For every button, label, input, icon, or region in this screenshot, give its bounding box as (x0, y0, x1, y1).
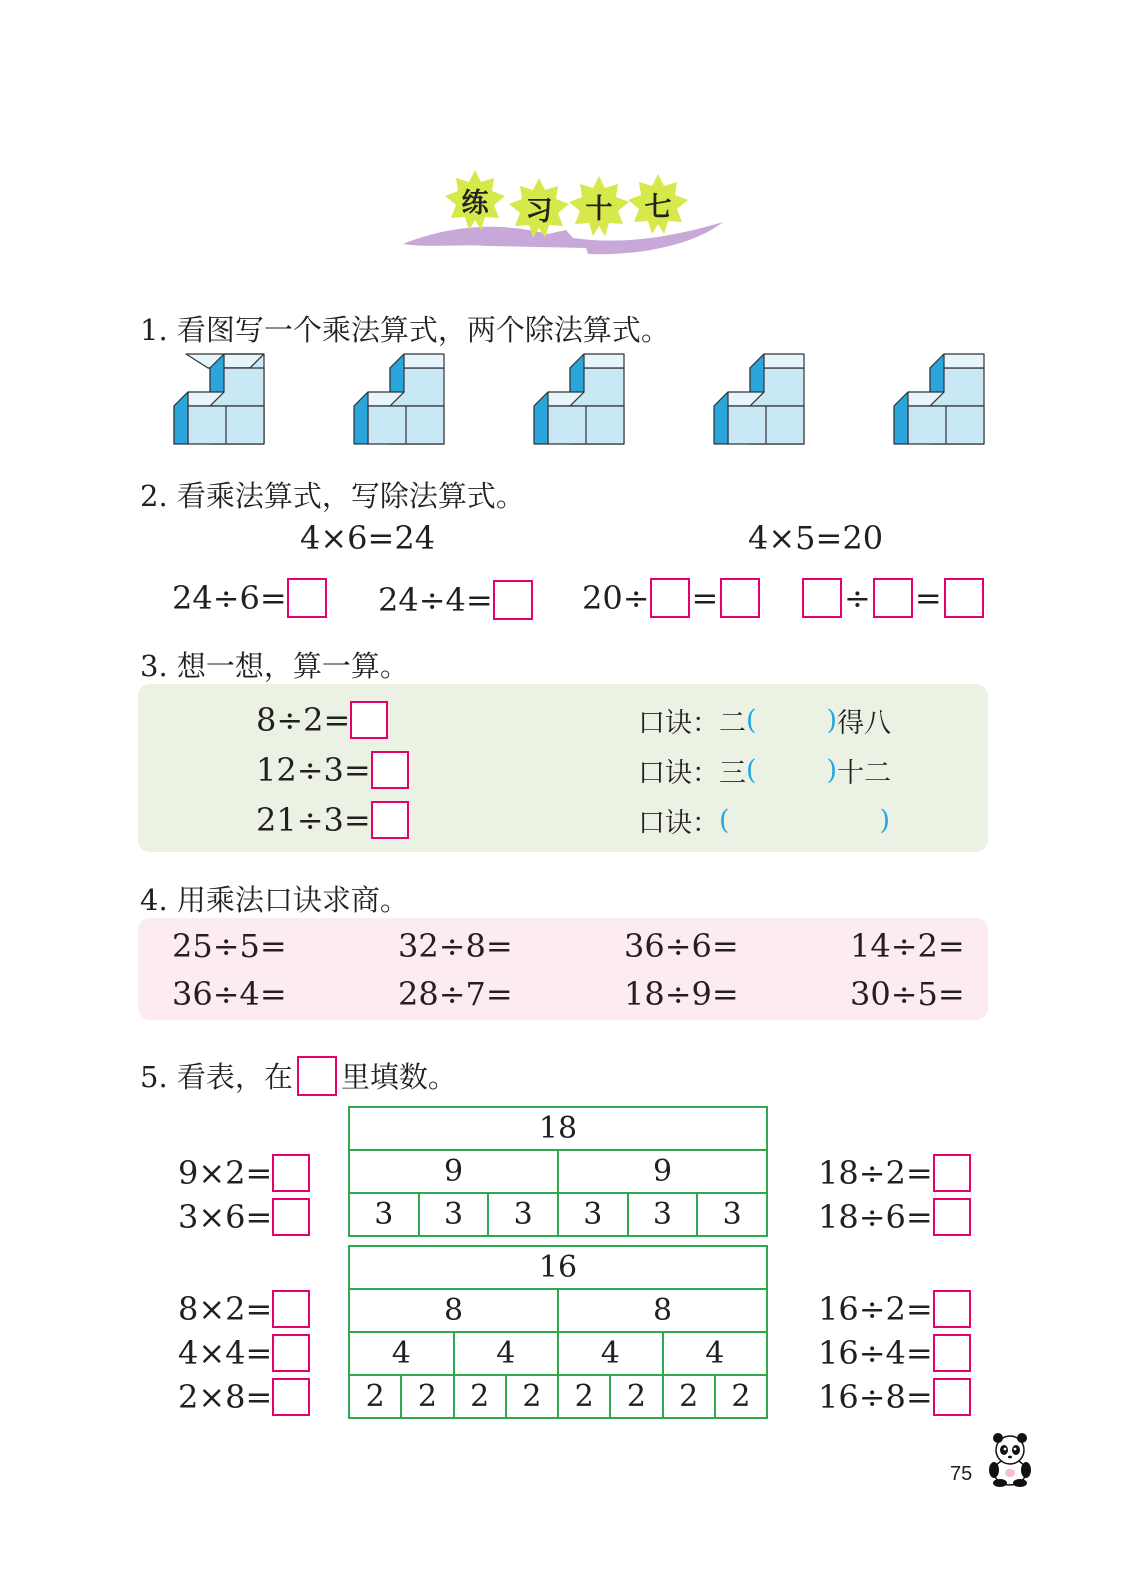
quotient-problem: 25÷5= (172, 927, 287, 965)
equals-sign: = (914, 579, 942, 617)
equation: 4×4= (178, 1334, 273, 1372)
table-cell: 9 (349, 1150, 558, 1193)
section-5-title (140, 1055, 457, 1096)
table-16 (348, 1245, 768, 1419)
section-5-title-a: 5. 看表，在 (140, 1060, 293, 1094)
answer-box[interactable] (272, 1290, 310, 1328)
equation: 2×8= (178, 1378, 273, 1416)
koujue-label: 口诀： (638, 807, 719, 839)
table-cell: 2 (715, 1375, 767, 1418)
answer-box[interactable] (944, 578, 984, 618)
answer-box[interactable] (933, 1290, 971, 1328)
division-3: 20÷ (582, 579, 650, 617)
panda-icon (984, 1430, 1038, 1488)
cube-figure-2 (352, 352, 446, 446)
answer-box[interactable] (272, 1198, 310, 1236)
koujue-row (638, 700, 891, 740)
table-cell: 3 (697, 1193, 767, 1236)
divide-sign: ÷ (844, 579, 871, 617)
title-star-4 (626, 172, 690, 236)
answer-box[interactable] (493, 580, 533, 620)
table-cell: 4 (663, 1332, 768, 1375)
title-char: 十 (585, 193, 613, 225)
equation-row (256, 750, 409, 790)
equation: 12÷3= (256, 751, 371, 789)
answer-box[interactable] (272, 1154, 310, 1192)
close-paren: ) (879, 804, 891, 836)
equation-row (178, 1153, 310, 1193)
section-3-title: 3. 想一想，算一算。 (140, 649, 409, 683)
cube-figure-3 (532, 352, 626, 446)
division-2: 24÷4= (378, 581, 493, 619)
quotient-problem: 36÷6= (624, 927, 739, 965)
quotient-problem: 36÷4= (172, 975, 287, 1013)
close-paren: ) (826, 704, 838, 736)
division-row (172, 578, 327, 618)
equation: 9×2= (178, 1154, 273, 1192)
division-row (378, 580, 533, 620)
equation-row (818, 1333, 971, 1373)
title-char: 七 (644, 191, 672, 223)
title-star-3 (567, 174, 631, 238)
table-cell: 2 (558, 1375, 610, 1418)
table-cell: 2 (506, 1375, 558, 1418)
open-paren: ( (746, 754, 757, 786)
quotient-problem: 28÷7= (398, 975, 513, 1013)
equation-row (256, 700, 388, 740)
equation-row (818, 1153, 971, 1193)
equation-row (818, 1377, 971, 1417)
table-cell: 2 (401, 1375, 453, 1418)
division-row (802, 578, 984, 618)
multiplication-2: 4×5=20 (748, 519, 884, 557)
equation: 18÷2= (818, 1154, 933, 1192)
division-row (582, 578, 760, 618)
equation-row (256, 800, 409, 840)
answer-box[interactable] (650, 578, 690, 618)
equation: 16÷4= (818, 1334, 933, 1372)
equation: 21÷3= (256, 801, 371, 839)
section-5-title-b: 里填数。 (340, 1060, 457, 1094)
answer-box[interactable] (933, 1334, 971, 1372)
answer-box[interactable] (272, 1378, 310, 1416)
table-cell: 4 (558, 1332, 663, 1375)
koujue-tail: 得八 (837, 707, 892, 739)
title-star-1 (443, 168, 507, 232)
table-cell: 8 (558, 1289, 767, 1332)
table-cell: 3 (349, 1193, 419, 1236)
quotient-problem: 18÷9= (624, 975, 739, 1013)
equation: 8÷2= (256, 701, 351, 739)
table-cell: 2 (454, 1375, 506, 1418)
answer-box[interactable] (720, 578, 760, 618)
equation: 16÷8= (818, 1378, 933, 1416)
division-1: 24÷6= (172, 579, 287, 617)
equation-row (818, 1197, 971, 1237)
table-cell: 3 (558, 1193, 628, 1236)
equation-row (178, 1377, 310, 1417)
table-18 (348, 1106, 768, 1237)
equation-row (818, 1289, 971, 1329)
multiplication-1: 4×6=24 (300, 519, 436, 557)
answer-box[interactable] (933, 1378, 971, 1416)
equation: 16÷2= (818, 1290, 933, 1328)
cube-figure-4 (712, 352, 806, 446)
table-cell: 8 (349, 1289, 558, 1332)
table-cell: 4 (454, 1332, 559, 1375)
koujue-label: 口诀：二 (638, 707, 746, 739)
page-number: 75 (950, 1463, 973, 1485)
title-star-2 (507, 176, 571, 240)
close-paren: ) (826, 754, 838, 786)
title-char: 练 (461, 187, 489, 219)
table-cell: 3 (488, 1193, 558, 1236)
equation: 18÷6= (818, 1198, 933, 1236)
table-cell: 2 (663, 1375, 715, 1418)
table-cell: 3 (419, 1193, 489, 1236)
quotient-problem: 30÷5= (850, 975, 965, 1013)
table-cell: 9 (558, 1150, 767, 1193)
table-cell: 2 (610, 1375, 662, 1418)
equation: 3×6= (178, 1198, 273, 1236)
cube-figure-5 (892, 352, 986, 446)
equation-row (178, 1197, 310, 1237)
table-cell: 2 (349, 1375, 401, 1418)
answer-box[interactable] (873, 578, 913, 618)
section-4-title: 4. 用乘法口诀求商。 (140, 883, 409, 917)
answer-box[interactable] (802, 578, 842, 618)
sample-box (297, 1056, 337, 1096)
equals-sign: = (691, 579, 719, 617)
answer-box[interactable] (371, 801, 409, 839)
koujue-row (638, 800, 890, 840)
answer-box[interactable] (933, 1154, 971, 1192)
answer-box[interactable] (371, 751, 409, 789)
answer-box[interactable] (350, 701, 388, 739)
answer-box[interactable] (272, 1334, 310, 1372)
answer-box[interactable] (287, 578, 327, 618)
section-2-title: 2. 看乘法算式，写除法算式。 (140, 479, 525, 513)
open-paren: ( (746, 704, 757, 736)
quotient-problem: 14÷2= (850, 927, 965, 965)
koujue-label: 口诀：三 (638, 757, 746, 789)
quotient-problem: 32÷8= (398, 927, 513, 965)
answer-box[interactable] (933, 1198, 971, 1236)
table-cell: 16 (349, 1246, 767, 1289)
section-1-title: 1. 看图写一个乘法算式，两个除法算式。 (140, 313, 670, 347)
title-char: 习 (525, 195, 553, 227)
equation-row (178, 1289, 310, 1329)
equation: 8×2= (178, 1290, 273, 1328)
open-paren: ( (719, 804, 730, 836)
koujue-row (638, 750, 891, 790)
equation-row (178, 1333, 310, 1373)
cube-figure-1 (172, 352, 266, 446)
table-cell: 4 (349, 1332, 454, 1375)
table-cell: 18 (349, 1107, 767, 1150)
koujue-tail: 十二 (837, 757, 892, 789)
table-cell: 3 (628, 1193, 698, 1236)
